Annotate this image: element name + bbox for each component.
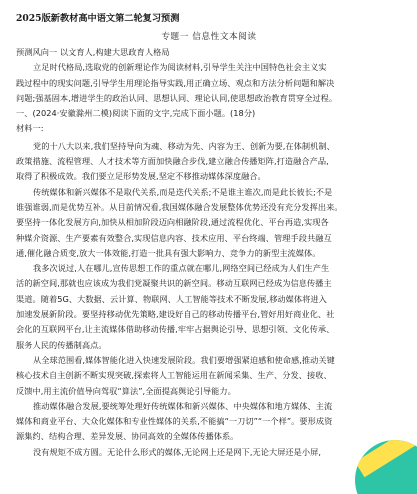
text-line: 践过程中的现实问题,引导学生用理论指导实践,用正确立场、观点和方法分析问题和解决 [16,77,335,88]
topic-heading: 专题一 信息性文本阅读 [161,32,257,42]
text-line: 党的十八大以来,我们坚持导向为魂、移动为先、内容为王、创新为要,在体制机制、 [33,140,335,151]
text-line: 传统媒体和新兴媒体不是取代关系,而是迭代关系;不是谁主谁次,而是此长彼长;不是 [33,186,333,197]
question-heading: 一、(2024·安徽滁州二模)阅读下面的文字,完成下面小题。(18分) [16,108,256,119]
document-body [16,12,402,460]
text-line: 服务人民的传播制高点。 [16,339,107,350]
text-line: 推动媒体融合发展,要统筹处理好传统媒体和新兴媒体、中央媒体和地方媒体、主流 [33,400,333,411]
text-line: 媒体和商业平台、大众化媒体和专业性媒体的关系,不能搞“一刀切”“一个样”。要形成资 [16,416,333,427]
text-line: 种媒介资源、生产要素有效整合,实现信息内容、技术应用、平台终端、管理手段共融互 [16,232,332,243]
text-line: 问题;强基固本,增进学生的政治认同、思想认同、理论认同,使思想政治教育贯穿全过程。 [16,92,338,103]
header-strip [323,0,417,8]
text-line: 要坚持一体化发展方向,加快从相加阶段迈向相融阶段,通过流程优化、平台再造,实现各 [16,217,329,228]
material-label: 材料一: [16,123,44,134]
text-line: 会化的互联网平台,让主流媒体借助移动传播,牢牢占据舆论引导、思想引领、文化传承、 [16,324,335,335]
document-title: 2025版新教材高中语文第二轮复习预测 [16,13,180,24]
text-line: 没有规矩不成方圆。无论什么形式的媒体,无论网上还是网下,无论大屏还是小屏, [33,446,322,457]
text-line: 渠道。随着5G、大数据、云计算、物联网、人工智能等技术不断发展,移动媒体将进入 [16,293,327,304]
text-line: 我多次说过,人在哪儿,宣传思想工作的重点就在哪儿,网络空间已经成为人们生产生 [33,263,330,274]
text-line: 源集约、结构合理、差异发展、协同高效的全媒体传播体系。 [16,431,239,442]
text-line: 谁强谁弱,而是优势互补。从目前情况看,我国媒体融合发展整体优势还没有充分发挥出来。 [16,201,343,212]
text-line: 立足时代格局,选取党的创新理论作为阅读材料,引导学生关注中国特色社会主义实 [33,62,327,73]
text-line: 反馈中,用主流价值导向驾驭“算法”,全面提高舆论引导能力。 [16,385,236,396]
text-line: 活的新空间,那就也应该成为我们党凝聚共识的新空间。移动互联网已经成为信息传播主 [16,278,332,289]
text-line: 核心技术自主创新不断实现突破,探索将人工智能运用在新闻采集、生产、分发、接收、 [16,370,332,381]
forecast-heading: 预测风向一 以文育人,构建大思政育人格局 [16,47,170,57]
text-line: 政策措施、流程管理、人才技术等方面加快融合步伐,建立融合传播矩阵,打造融合产品, [16,156,329,167]
text-line: 取得了积极成效。我们要立足形势发展,坚定不移推动媒体深度融合。 [16,171,266,182]
text-line: 加速发展新阶段。要坚持移动优先策略,建设好自己的移动传播平台,管好用好商业化、社 [16,309,335,320]
text-line: 从全球范围看,媒体智能化进入快速发展阶段。我们要增强紧迫感和使命感,推动关键 [33,354,335,365]
text-line: 通,催化融合质变,放大一体效能,打造一批具有强大影响力、竞争力的新型主流媒体。 [16,247,321,258]
